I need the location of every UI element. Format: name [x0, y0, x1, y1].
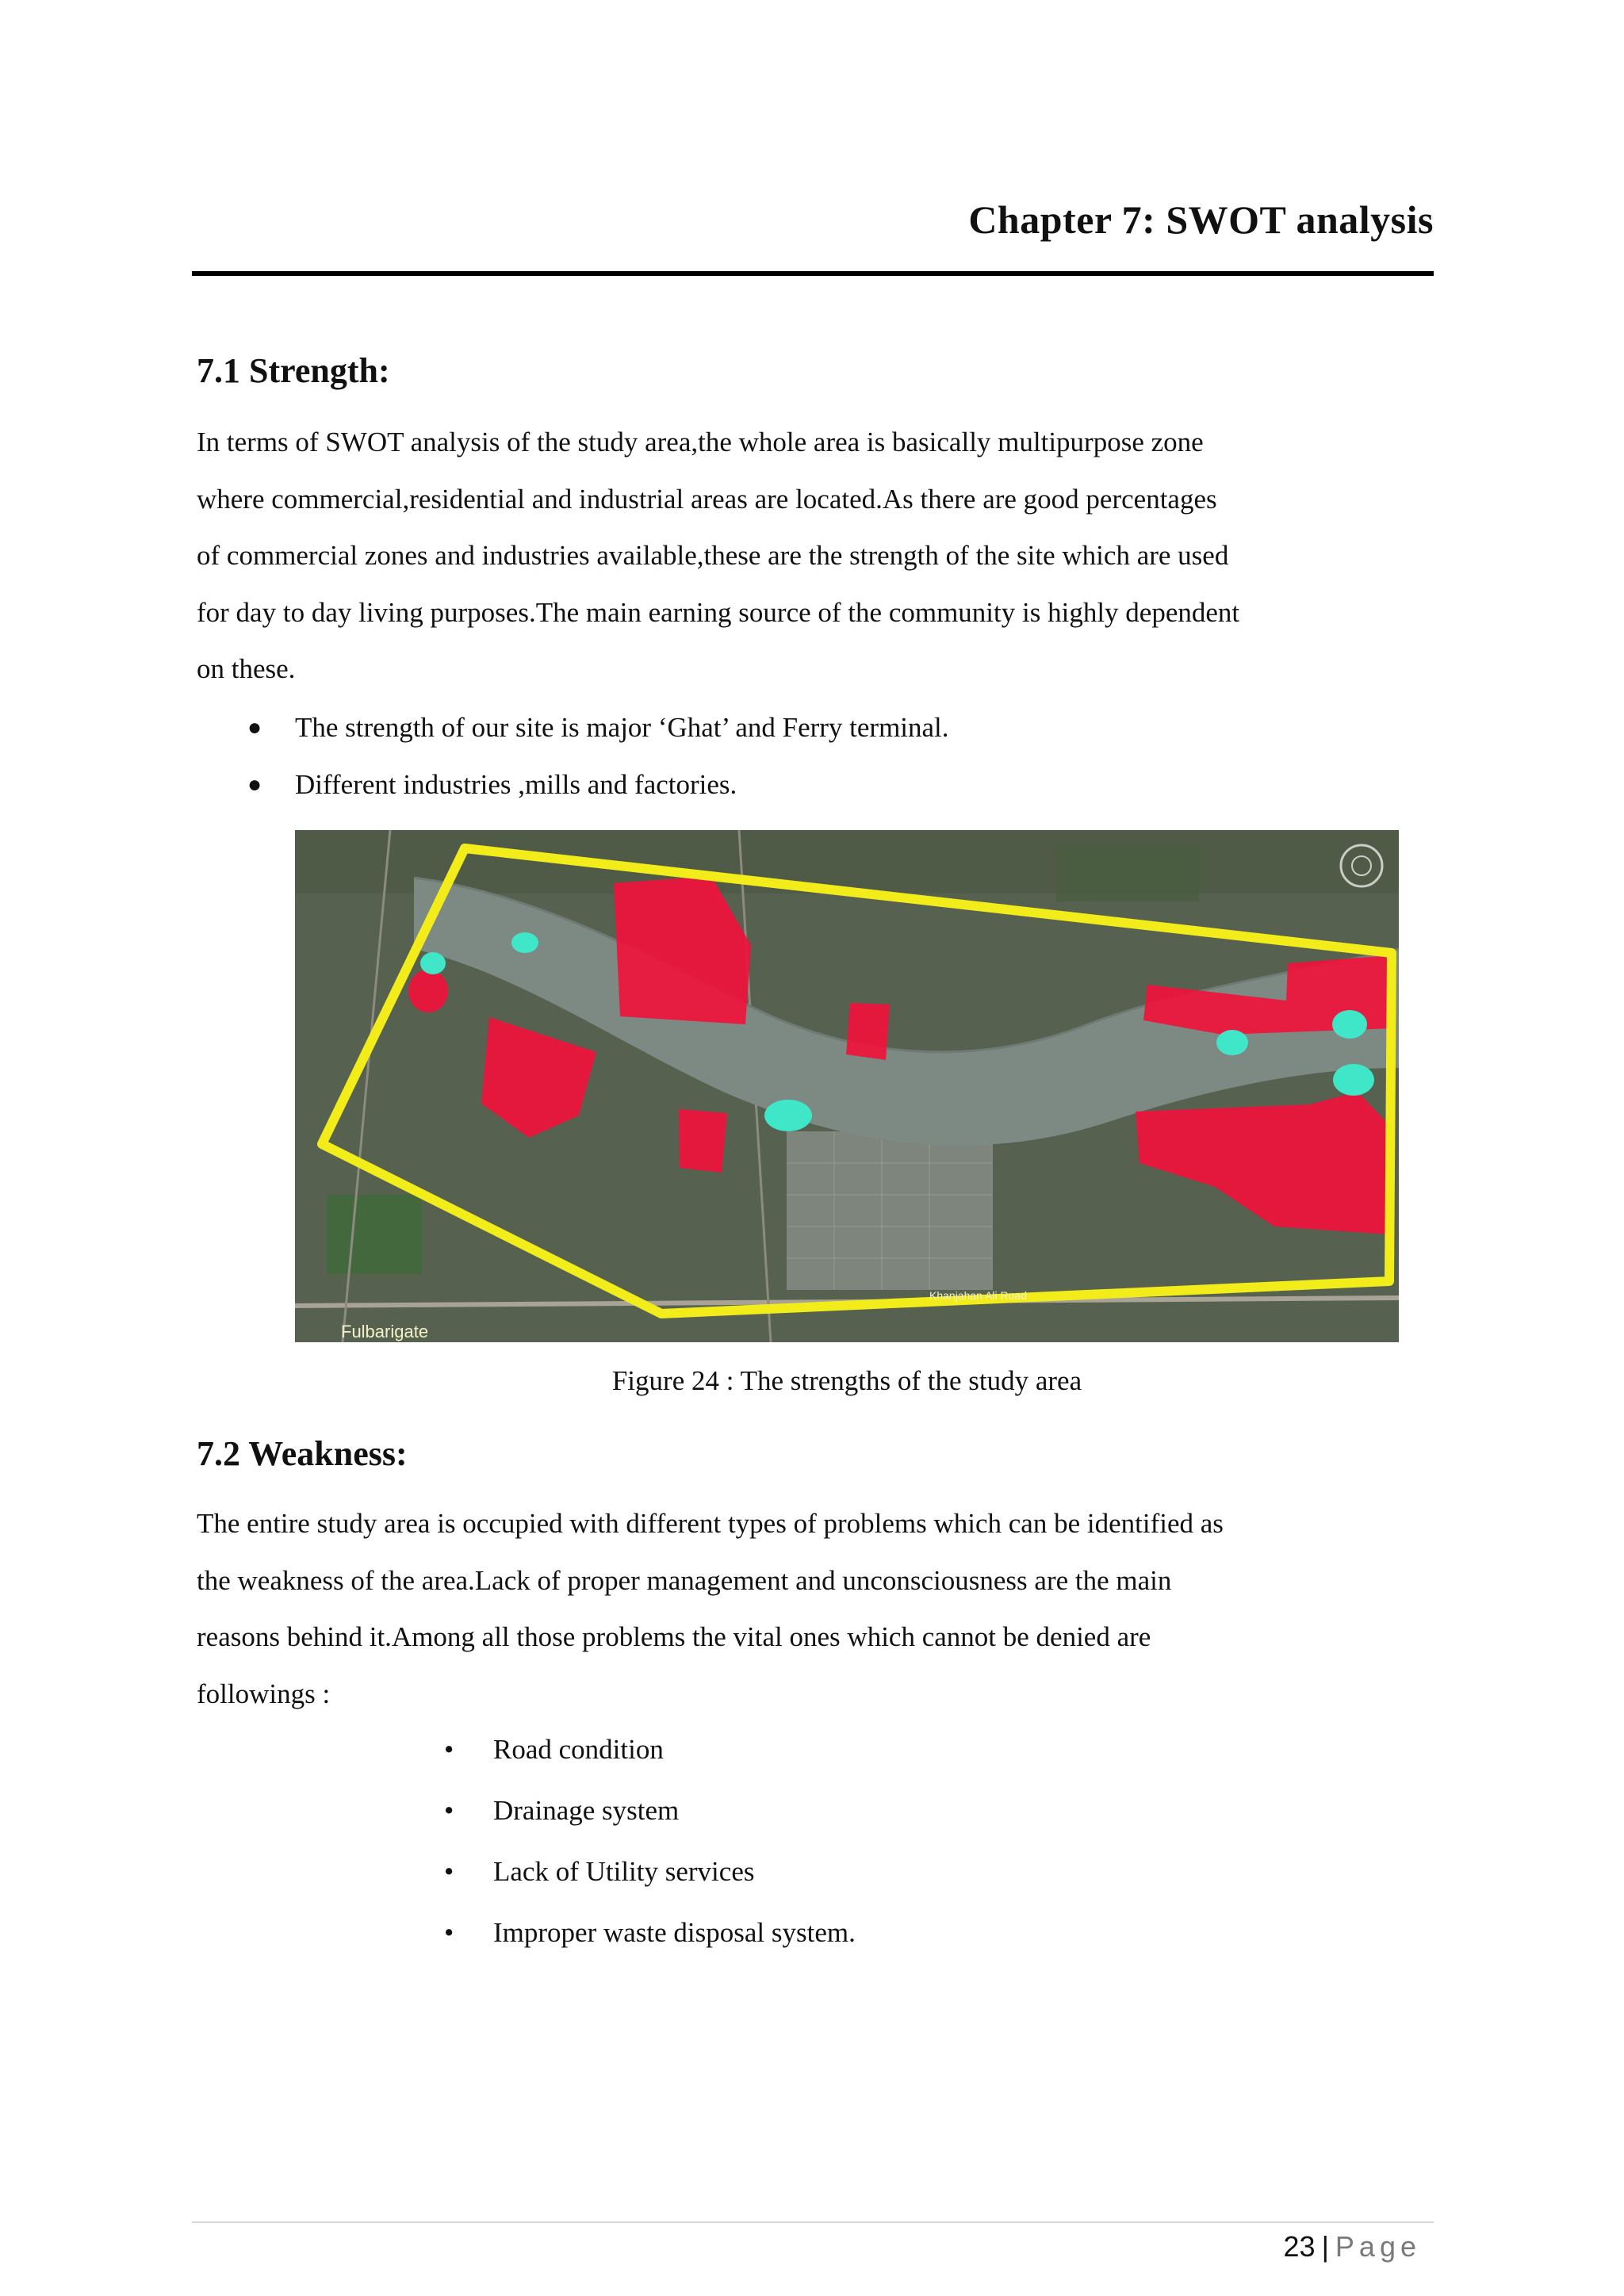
list-item	[247, 704, 949, 761]
bullet-text: Different industries ,mills and factories.	[295, 769, 737, 800]
bullet-text: Drainage system	[493, 1795, 680, 1826]
bullet-marker: •	[444, 1734, 454, 1765]
footer-separator: |	[1321, 2230, 1329, 2263]
paragraph-line: for day to day living purposes.The main earning source of the community is highly dependent	[197, 596, 1240, 628]
list-item	[444, 1726, 856, 1787]
page-number: 23	[1283, 2230, 1316, 2263]
strength-heading: 7.1 Strength:	[197, 351, 390, 390]
paragraph-line: on these.	[197, 653, 296, 684]
list-item	[247, 761, 949, 818]
header-divider	[192, 271, 1434, 276]
strength-bullet-list	[247, 704, 949, 818]
paragraph-line: In terms of SWOT analysis of the study area,the whole area is basically multipurpose zone	[197, 427, 1204, 457]
bullet-text: Improper waste disposal system.	[493, 1917, 856, 1948]
weakness-paragraph	[197, 1495, 1434, 1722]
bullet-marker: ●	[247, 771, 262, 798]
bullet-text: Lack of Utility services	[493, 1856, 755, 1887]
paragraph-line: reasons behind it.Among all those problems the vital ones which cannot be denied are	[197, 1621, 1151, 1652]
map-label-fulbarigate: Fulbarigate	[341, 1322, 429, 1341]
weakness-bullet-list	[444, 1726, 856, 1970]
bullet-marker: •	[444, 1856, 454, 1887]
paragraph-line: where commercial,residential and industrial areas are located.As there are good percentages	[197, 483, 1217, 515]
paragraph-line: of commercial zones and industries available,these are the strength of the site which are used	[197, 540, 1229, 571]
bullet-text: Road condition	[493, 1734, 664, 1765]
list-item	[444, 1787, 856, 1848]
weakness-heading: 7.2 Weakness:	[197, 1434, 408, 1473]
footer-divider	[192, 2221, 1434, 2223]
figure-caption: Figure 24 : The strengths of the study area	[611, 1365, 1082, 1396]
paragraph-line: followings :	[197, 1678, 331, 1709]
study-area-map	[295, 830, 1399, 1342]
map-label-road: Khanjahan Ali Road	[929, 1289, 1027, 1302]
list-item	[444, 1909, 856, 1970]
bullet-marker: ●	[247, 714, 262, 740]
bullet-marker: •	[444, 1917, 454, 1948]
paragraph-line: The entire study area is occupied with different types of problems which can be identified as	[197, 1508, 1224, 1539]
chapter-title: Chapter 7: SWOT analysis	[968, 197, 1434, 242]
bullet-text: The strength of our site is major ‘Ghat’ and Ferry terminal.	[295, 712, 949, 743]
bullet-marker: •	[444, 1795, 454, 1826]
strength-paragraph	[197, 414, 1434, 698]
page-label: Page	[1335, 2230, 1421, 2263]
list-item	[444, 1848, 856, 1909]
satellite-map-image	[295, 830, 1399, 1342]
paragraph-line: the weakness of the area.Lack of proper management and unconsciousness are the main	[197, 1564, 1172, 1596]
page-footer	[1284, 2225, 1421, 2269]
